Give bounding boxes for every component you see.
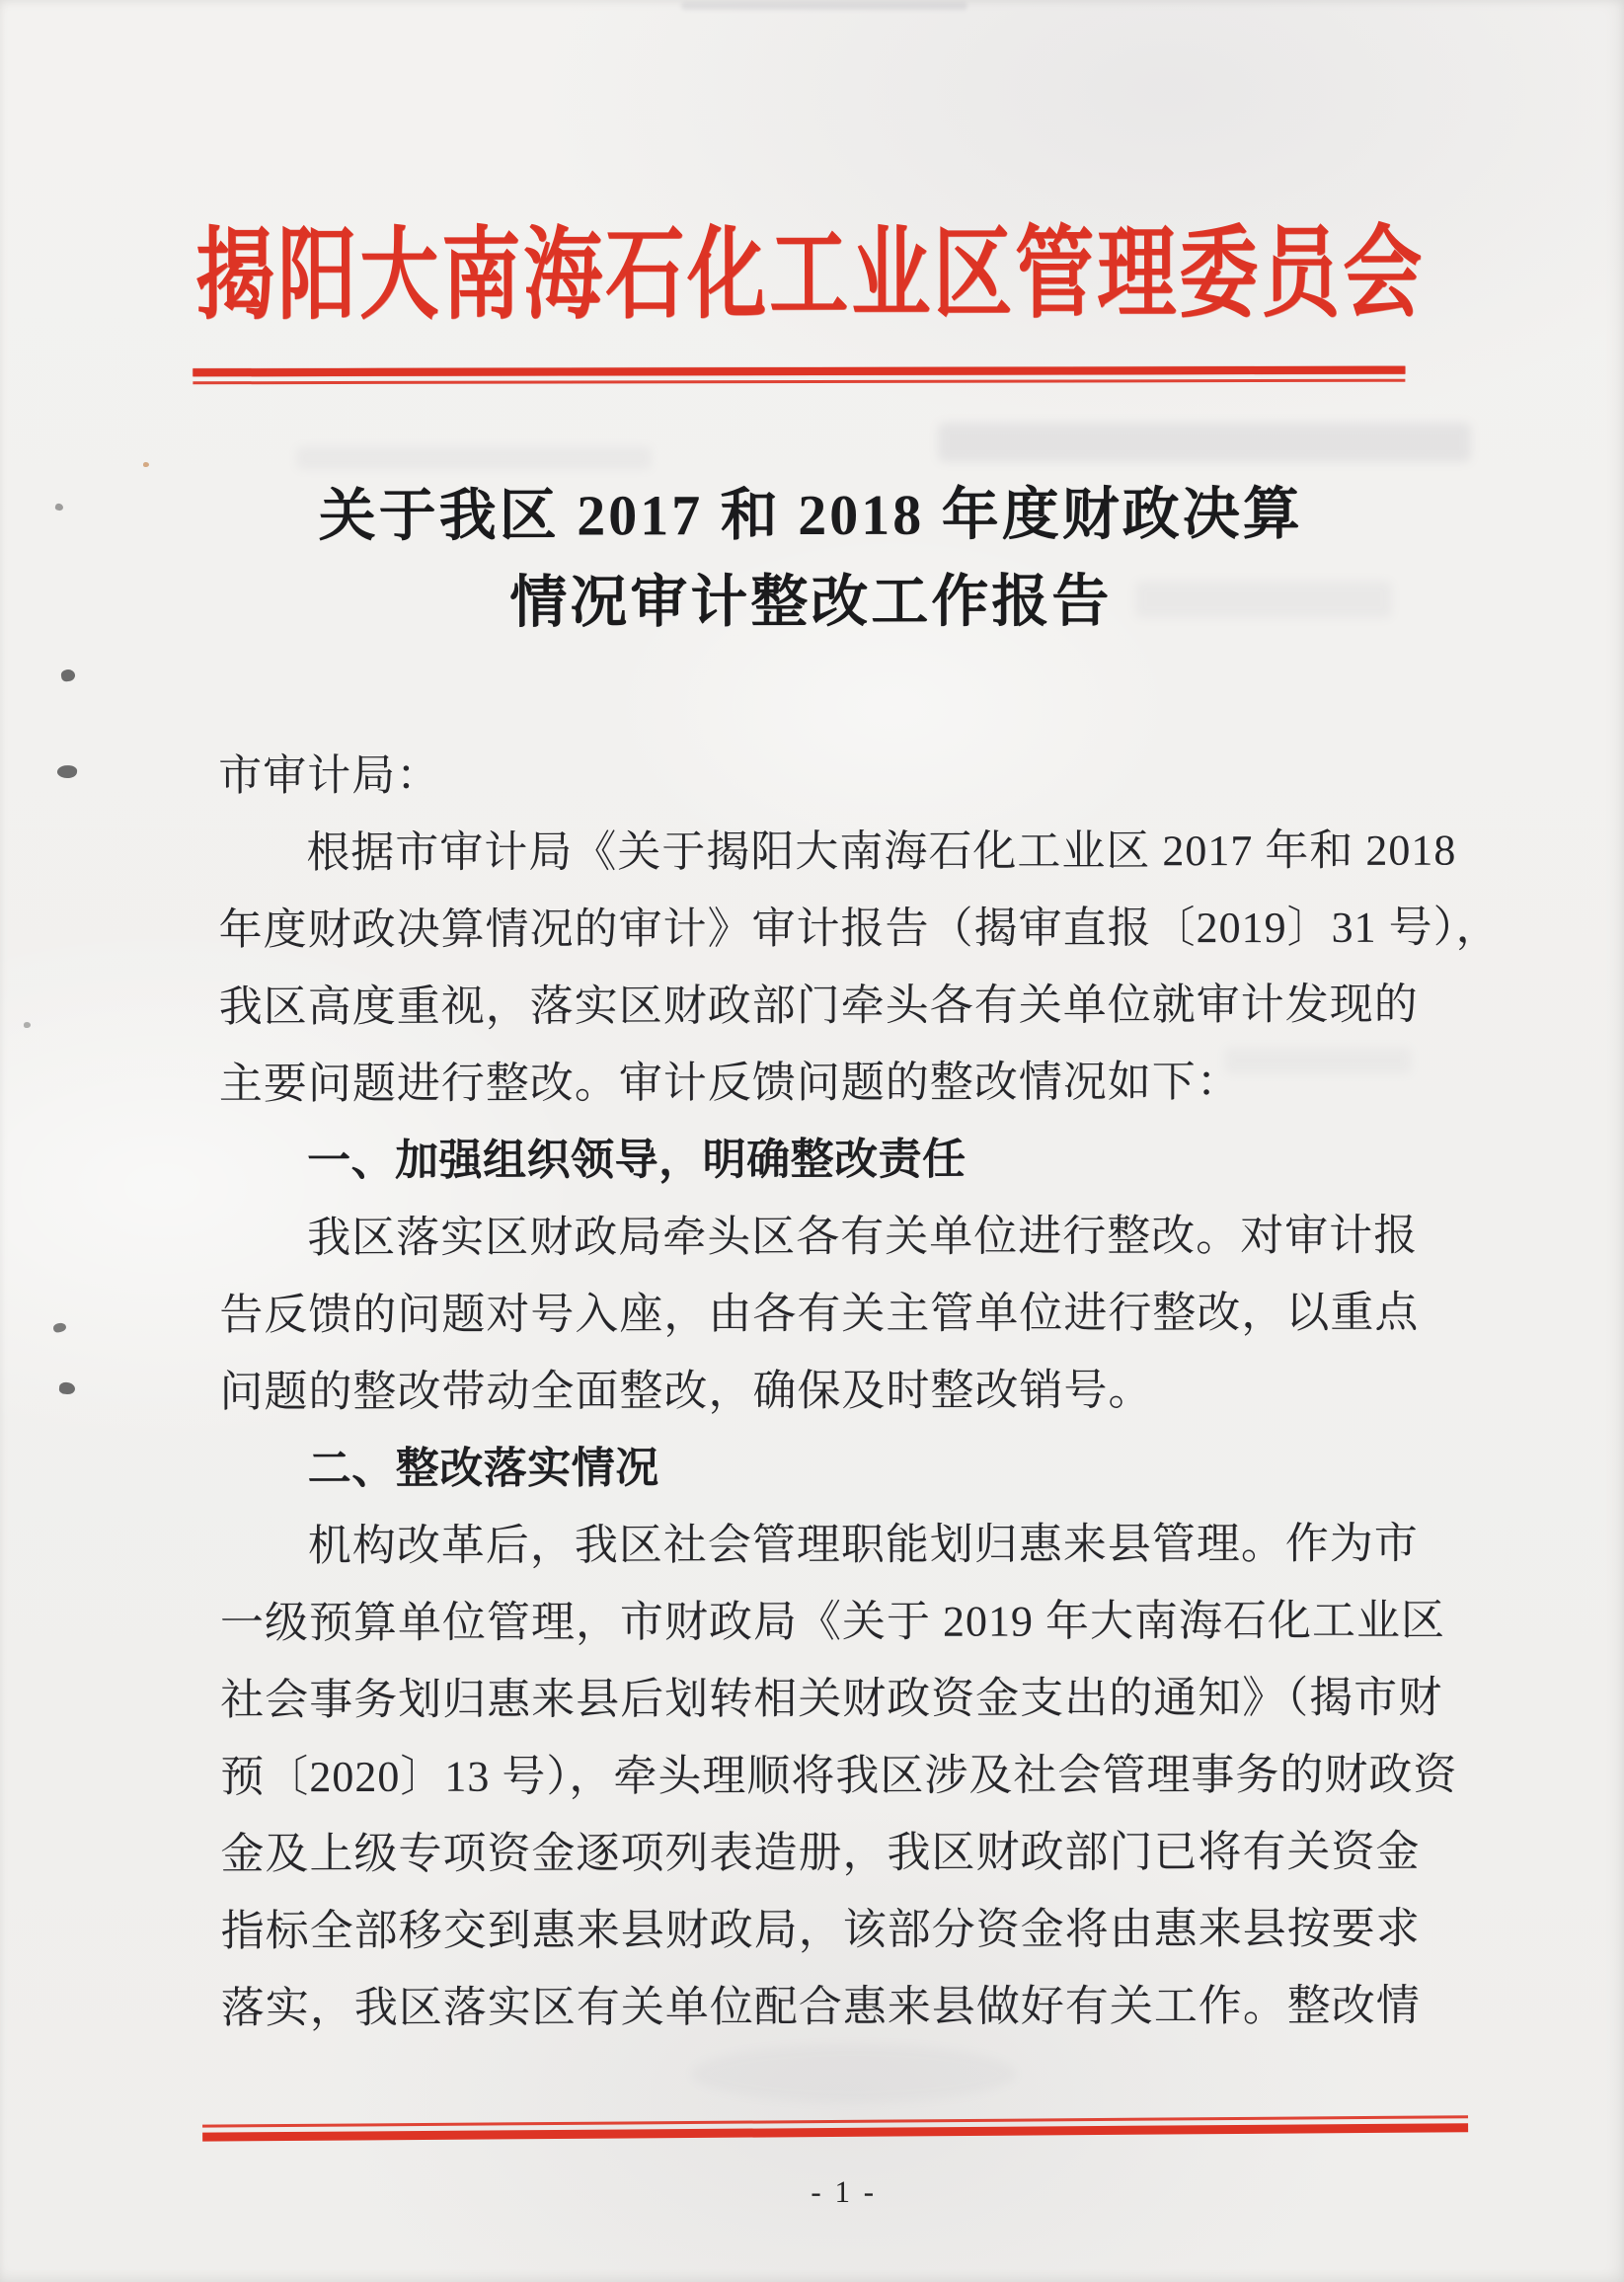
scan-smudge-mark	[24, 1022, 31, 1028]
body-line: 机构改革后，我区社会管理职能划归惠来县管理。作为市	[307, 1519, 1419, 1571]
body-line: 社会事务划归惠来县后划转相关财政资金支出的通知》（揭市财	[220, 1673, 1443, 1725]
ghost-bleedthrough	[1224, 1047, 1412, 1074]
document-title-line1: 关于我区 2017 和 2018 年度财政决算	[318, 481, 1303, 549]
letterhead-divider-thin-line	[193, 379, 1405, 385]
page-number: - 1 -	[811, 2173, 878, 2210]
scan-speck	[143, 462, 149, 467]
body-line: 我区落实区财政局牵头区各有关单位进行整改。对审计报	[307, 1211, 1419, 1263]
ghost-bleedthrough	[296, 446, 652, 470]
body-line: 年度财政决算情况的审计》审计报告（揭审直报〔2019〕31 号），	[218, 903, 1501, 955]
letterhead-divider	[193, 366, 1405, 385]
document-title-line2: 情况审计整改工作报告	[509, 569, 1113, 635]
body-line: 金及上级专项资金逐项列表造册，我区财政部门已将有关资金	[220, 1827, 1421, 1879]
body-line: 指标全部移交到惠来县财政局，该部分资金将由惠来县按要求	[220, 1904, 1421, 1956]
document-title	[0, 470, 1623, 647]
ghost-bleedthrough	[691, 2044, 1017, 2103]
body-line: 主要问题进行整改。审计反馈问题的整改情况如下：	[218, 1058, 1241, 1109]
ghost-bleedthrough	[681, 2, 967, 10]
section-heading: 一、加强组织领导，明确整改责任	[306, 1135, 967, 1186]
body-line: 预〔2020〕13 号），牵头理顺将我区涉及社会管理事务的财政资	[220, 1750, 1458, 1802]
body-line: 问题的整改带动全面整改，确保及时整改销号。	[219, 1366, 1153, 1417]
section-heading: 二、整改落实情况	[307, 1444, 659, 1494]
letterhead-divider-thick-line	[193, 366, 1405, 377]
footer-divider	[202, 2115, 1468, 2141]
body-line: 一级预算单位管理，市财政局《关于 2019 年大南海石化工业区	[219, 1596, 1446, 1648]
letterhead-org-name: 揭阳大南海石化工业区管理委员会	[195, 219, 1426, 333]
body-line: 市审计局：	[218, 750, 441, 801]
body-line: 根据市审计局《关于揭阳大南海石化工业区 2017 年和 2018	[306, 826, 1457, 878]
ghost-bleedthrough	[1135, 581, 1392, 618]
body-line: 告反馈的问题对号入座，由各有关主管单位进行整改，以重点	[219, 1288, 1420, 1340]
document-body	[218, 736, 1501, 2048]
ghost-bleedthrough	[938, 423, 1471, 462]
body-line: 我区高度重视，落实区财政部门牵头各有关单位就审计发现的	[218, 980, 1419, 1032]
body-line: 落实，我区落实区有关单位配合惠来县做好有关工作。整改情	[220, 1981, 1421, 2033]
